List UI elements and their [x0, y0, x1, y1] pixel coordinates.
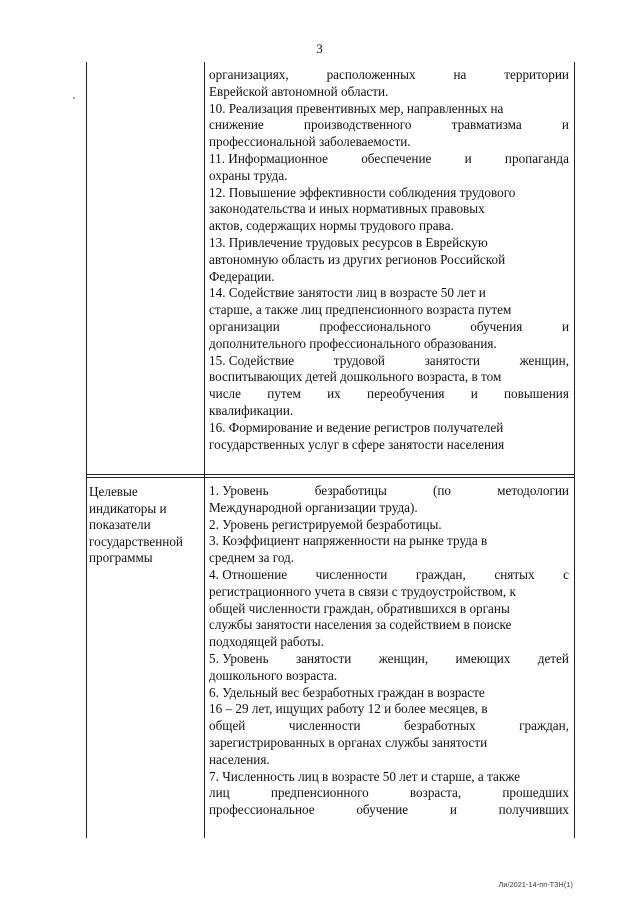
task-text-line: [209, 67, 569, 84]
task-text-line: 12. Повышение эффективности соблюдения трудового: [209, 184, 516, 200]
text-word: 1. Уровень: [209, 483, 269, 498]
document-code: Ли/2021-14-пп-ТЗН(1): [498, 882, 573, 889]
task-text-line: законодательства и иных нормативных правовых: [209, 201, 485, 217]
text-word: возраста,: [409, 785, 462, 801]
task-text-line: воспитывающих детей дошкольного возраста, в том: [209, 369, 502, 385]
task-text-line: 14. Содействие занятости лиц в возрасте 50 лет и: [209, 285, 486, 301]
text-word: 15. Содействие: [209, 352, 295, 368]
text-word: и: [464, 150, 472, 166]
section-label-cell: [89, 484, 201, 567]
indicator-text-line: регистрационного учета в связи с трудоустройством, к: [209, 583, 516, 599]
task-text-line: [209, 319, 569, 336]
text-word: 11. Информационное: [209, 150, 328, 166]
text-word: занятости: [295, 650, 352, 666]
tasks-cell: [209, 67, 569, 453]
text-word: безработицы: [314, 483, 387, 498]
text-word: травматизма: [451, 117, 522, 133]
task-text-line: Федерации.: [209, 268, 275, 284]
task-text-line: старше, а также лиц предпенсионного возраста путем: [209, 302, 512, 318]
text-word: имеющих: [455, 650, 511, 666]
text-word: 4. Отношение: [209, 566, 288, 582]
scan-speck: [73, 97, 75, 99]
text-word: получивших: [498, 802, 569, 818]
indicator-text-line: [209, 802, 569, 819]
table-border-left: [86, 62, 87, 838]
text-word: снижение: [209, 117, 264, 133]
text-word: переобучения: [367, 386, 445, 402]
text-word: и: [561, 117, 569, 133]
task-text-line: государственных услуг в сфере занятости населения: [209, 436, 505, 452]
indicator-text-line: [209, 785, 569, 802]
task-text-line: автономную область из других регионов Российской: [209, 251, 506, 267]
text-word: граждан,: [519, 718, 569, 734]
text-word: организациях,: [209, 67, 289, 82]
text-word: с: [563, 566, 569, 582]
table-column-divider: [204, 62, 205, 838]
text-word: числе: [209, 386, 241, 402]
indicator-text-line: населения.: [209, 751, 270, 767]
text-word: женщин,: [519, 352, 569, 368]
task-text-line: [209, 117, 569, 134]
table-row-divider-inner: [86, 477, 575, 478]
task-text-line: [209, 386, 569, 403]
text-word: и: [561, 318, 569, 334]
text-word: обучения: [470, 318, 523, 334]
section-label-line: государственной: [89, 533, 183, 549]
indicator-text-line: 7. Численность лиц в возрасте 50 лет и старше, а также: [209, 768, 521, 784]
table-border-right: [574, 62, 575, 838]
text-word: пропаганда: [504, 150, 569, 166]
text-word: лиц: [209, 785, 230, 801]
text-word: предпенсионного: [270, 785, 369, 801]
text-word: снятых: [494, 566, 535, 582]
indicators-cell: [209, 483, 569, 819]
task-text-line: профессиональной заболеваемости.: [209, 134, 411, 150]
text-word: прошедших: [502, 785, 569, 801]
indicator-text-line: [209, 718, 569, 735]
task-text-line: дополнительного профессионального образования.: [209, 335, 497, 351]
indicator-text-line: дошкольного возраста.: [209, 667, 338, 683]
indicator-text-line: 16 – 29 лет, ищущих работу 12 и более месяцев, в: [209, 701, 488, 717]
text-word: обеспечение: [361, 150, 432, 166]
indicator-text-line: [209, 651, 569, 668]
text-word: методологии: [497, 483, 569, 498]
indicator-text-line: среднем за год.: [209, 550, 295, 566]
section-label-line: программы: [89, 550, 153, 565]
indicator-text-line: [209, 567, 569, 584]
text-word: повышения: [504, 386, 569, 402]
indicator-text-line: Международной организации труда).: [209, 499, 418, 515]
task-text-line: квалификации.: [209, 402, 294, 418]
text-word: трудовой: [333, 352, 385, 368]
text-word: территории: [504, 67, 569, 82]
indicator-text-line: 2. Уровень регистрируемой безработицы.: [209, 516, 442, 532]
indicator-text-line: зарегистрированных в органах службы занятости: [209, 734, 488, 750]
indicator-text-line: [209, 483, 569, 500]
text-word: граждан,: [415, 566, 466, 582]
indicator-text-line: службы занятости населения за содействием в поиске: [209, 617, 512, 633]
text-word: на: [453, 67, 467, 82]
task-text-line: Еврейской автономной области.: [209, 83, 389, 99]
indicator-text-line: 3. Коэффициент напряженности на рынке труда в: [209, 533, 488, 549]
page-number: 3: [316, 41, 323, 56]
task-text-line: 10. Реализация превентивных мер, направленных на: [209, 100, 504, 116]
text-word: и: [449, 802, 457, 818]
section-label-line: показатели: [89, 517, 151, 532]
text-word: детей: [537, 650, 569, 666]
text-word: путем: [267, 386, 301, 402]
table-row-divider: [86, 474, 575, 475]
text-word: организации: [209, 318, 280, 334]
indicator-text-line: общей численности граждан, обратившихся в органы: [209, 600, 510, 616]
text-word: профессиональное: [209, 802, 315, 818]
task-text-line: [209, 353, 569, 370]
task-text-line: 13. Привлечение трудовых ресурсов в Еврейскую: [209, 234, 488, 250]
text-word: безработных: [404, 718, 476, 734]
task-text-line: актов, содержащих нормы трудового права.: [209, 218, 454, 234]
task-text-line: 16. Формирование и ведение регистров получателей: [209, 419, 504, 435]
task-text-line: [209, 151, 569, 168]
text-word: численности: [288, 718, 361, 734]
text-word: обучение: [356, 802, 409, 818]
text-word: численности: [315, 566, 388, 582]
text-word: профессионального: [319, 318, 431, 334]
section-label-line: индикаторы и: [89, 500, 167, 516]
section-label-line: Целевые: [89, 484, 138, 499]
text-word: их: [327, 386, 341, 402]
text-word: общей: [209, 718, 246, 734]
text-word: расположенных: [326, 67, 416, 82]
text-word: (по: [432, 483, 452, 498]
text-word: и: [470, 386, 478, 402]
text-word: занятости: [424, 352, 480, 368]
indicator-text-line: подходящей работы.: [209, 634, 324, 650]
task-text-line: охраны труда.: [209, 167, 288, 183]
text-word: 5. Уровень: [209, 650, 269, 666]
indicator-text-line: 6. Удельный вес безработных граждан в возрасте: [209, 684, 485, 700]
text-word: производственного: [303, 117, 412, 133]
text-word: женщин,: [378, 650, 429, 666]
